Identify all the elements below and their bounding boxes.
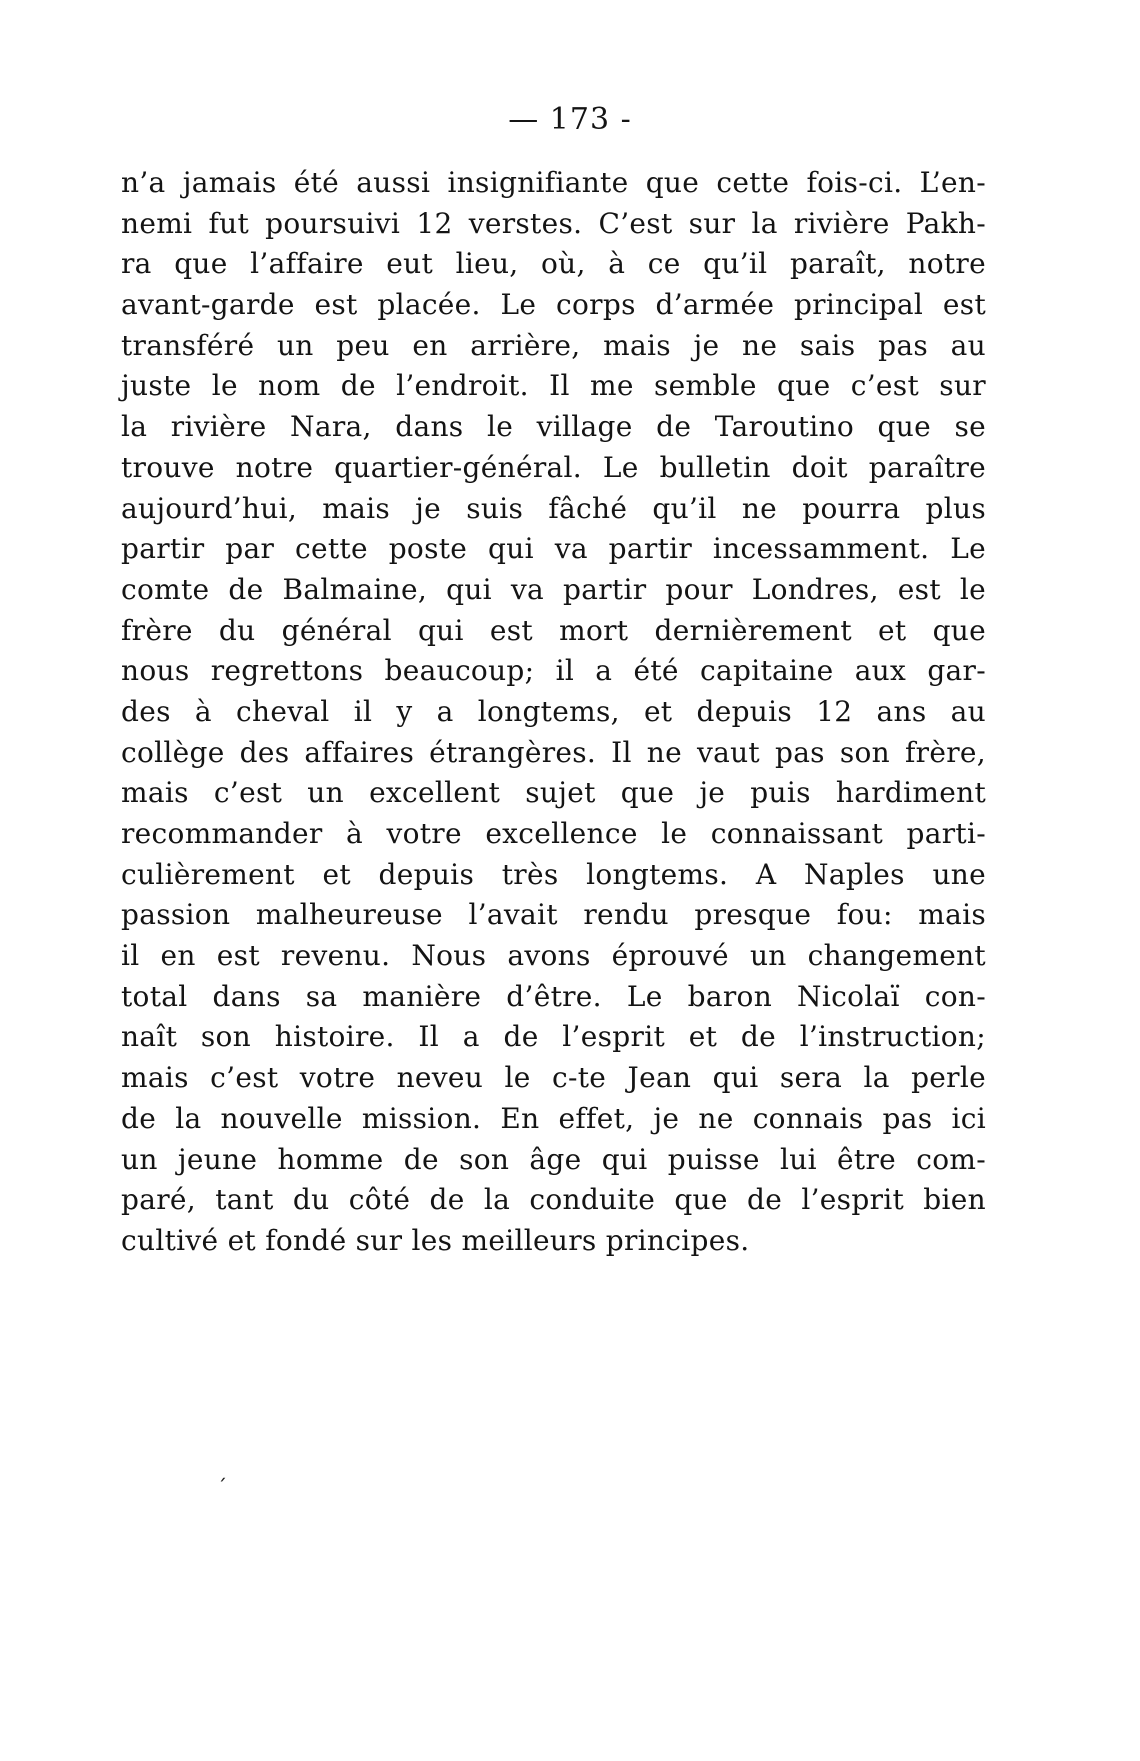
text-line: frère du général qui est mort dernièrement et que — [121, 613, 986, 647]
text-line: passion malheureuse l’avait rendu presque fou: mais — [121, 898, 986, 932]
text-line: des à cheval il y a longtems, et depuis 12 ans au — [121, 694, 986, 728]
text-line: de la nouvelle mission. En effet, je ne connais pas ici — [121, 1101, 986, 1135]
text-line: cultivé et fondé sur les meilleurs principes. — [121, 1223, 750, 1257]
text-line: transféré un peu en arrière, mais je ne sais pas au — [121, 328, 986, 362]
text-line: n’a jamais été aussi insignifiante que cette fois-ci. L’en- — [121, 166, 986, 199]
text-line: ra que l’affaire eut lieu, où, à ce qu’il paraît, notre — [121, 247, 986, 281]
text-line: comte de Balmaine, qui va partir pour Londres, est le — [121, 572, 986, 606]
text-line: naît son histoire. Il a de l’esprit et de l’instruction; — [121, 1020, 986, 1054]
text-line: collège des affaires étrangères. Il ne vaut pas son frère, — [121, 735, 986, 769]
text-line: paré, tant du côté de la conduite que de l’esprit bien — [121, 1183, 986, 1217]
text-line: nemi fut poursuivi 12 verstes. C’est sur la rivière Pakh- — [121, 206, 986, 240]
text-line: mais c’est un excellent sujet que je puis hardiment — [121, 776, 986, 810]
text-line: nous regrettons beaucoup; il a été capitaine aux gar- — [121, 654, 986, 688]
text-line: recommander à votre excellence le connaissant parti- — [121, 817, 986, 850]
text-line: total dans sa manière d’être. Le baron Nicolaï con- — [121, 979, 986, 1013]
text-line: aujourd’hui, mais je suis fâché qu’il ne pourra plus — [121, 491, 986, 525]
text-line: avant-garde est placée. Le corps d’armée principal est — [121, 288, 986, 322]
body-text — [121, 163, 986, 1262]
text-line: partir par cette poste qui va partir incessamment. Le — [121, 532, 986, 566]
text-line: juste le nom de l’endroit. Il me semble que c’est sur — [121, 369, 986, 403]
text-line: il en est revenu. Nous avons éprouvé un changement — [121, 939, 986, 973]
page-number: — 173 - — [508, 102, 632, 137]
text-line: un jeune homme de son âge qui puisse lui être com- — [121, 1142, 986, 1176]
ink-speck: ˊ — [217, 1475, 227, 1499]
text-line: culièrement et depuis très longtems. A Naples une — [121, 857, 986, 891]
text-line: mais c’est votre neveu le c-te Jean qui sera la perle — [121, 1061, 986, 1095]
text-line: la rivière Nara, dans le village de Taroutino que se — [121, 410, 986, 444]
text-line: trouve notre quartier-général. Le bulletin doit paraître — [121, 450, 986, 484]
